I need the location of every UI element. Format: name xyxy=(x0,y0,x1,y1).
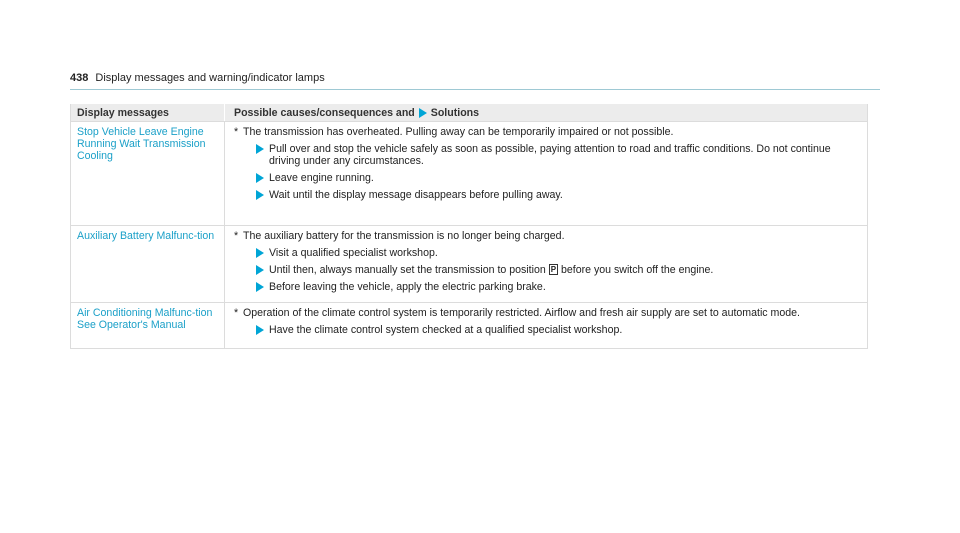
solution-step: Until then, always manually set the transmission to position P before you switch off the engine. xyxy=(234,264,859,276)
cause-marker: * xyxy=(234,126,239,138)
display-messages-table xyxy=(70,104,868,349)
display-message: Stop Vehicle Leave Engine Running Wait Transmission Cooling xyxy=(71,122,225,225)
column-header-causes-label: Possible causes/consequences and xyxy=(234,107,415,119)
play-arrow-icon xyxy=(253,281,269,293)
play-arrow-icon xyxy=(253,172,269,184)
display-message: Air Conditioning Malfunc-tion See Operator's Manual xyxy=(71,303,225,348)
play-arrow-icon xyxy=(253,324,269,336)
column-header-messages: Display messages xyxy=(71,104,225,121)
play-arrow-icon xyxy=(253,189,269,201)
solution-step: Visit a qualified specialist workshop. xyxy=(234,247,859,259)
causes-solutions-cell xyxy=(225,303,867,348)
play-arrow-icon xyxy=(419,108,427,118)
solution-step: Wait until the display message disappears before pulling away. xyxy=(234,189,859,201)
column-header-solutions-label: Solutions xyxy=(430,107,480,119)
cause-marker: * xyxy=(234,307,239,319)
page-number: 438 xyxy=(70,72,89,84)
solution-step: Have the climate control system checked at a qualified specialist workshop. xyxy=(234,324,859,336)
cause-text: * The transmission has overheated. Pulling away can be temporarily impaired or not possible. xyxy=(234,126,674,138)
column-header-solutions xyxy=(225,104,867,121)
solution-step: Leave engine running. xyxy=(234,172,859,184)
display-message: Auxiliary Battery Malfunc-tion xyxy=(71,226,225,302)
cause-text: * Operation of the climate control system is temporarily restricted. Airflow and fresh air supply are set to automatic mode. xyxy=(234,307,800,319)
play-arrow-icon xyxy=(253,143,269,167)
causes-solutions-cell xyxy=(225,122,867,225)
cause-text: * The auxiliary battery for the transmission is no longer being charged. xyxy=(234,230,565,242)
page-title: Display messages and warning/indicator lamps xyxy=(95,72,325,84)
table-row xyxy=(71,225,867,302)
solution-step: Before leaving the vehicle, apply the electric parking brake. xyxy=(234,281,859,293)
cause-marker: * xyxy=(234,230,239,242)
gear-position-p-symbol: P xyxy=(550,265,557,274)
causes-solutions-cell xyxy=(225,226,867,302)
play-arrow-icon xyxy=(253,264,269,276)
play-arrow-icon xyxy=(253,247,269,259)
table-header xyxy=(71,104,867,121)
solution-step: Pull over and stop the vehicle safely as soon as possible, paying attention to road and traffic conditions. Do not continue driving under any circumstances. xyxy=(234,143,859,167)
table-row xyxy=(71,302,867,348)
table-row xyxy=(71,121,867,225)
page-header xyxy=(70,72,880,90)
